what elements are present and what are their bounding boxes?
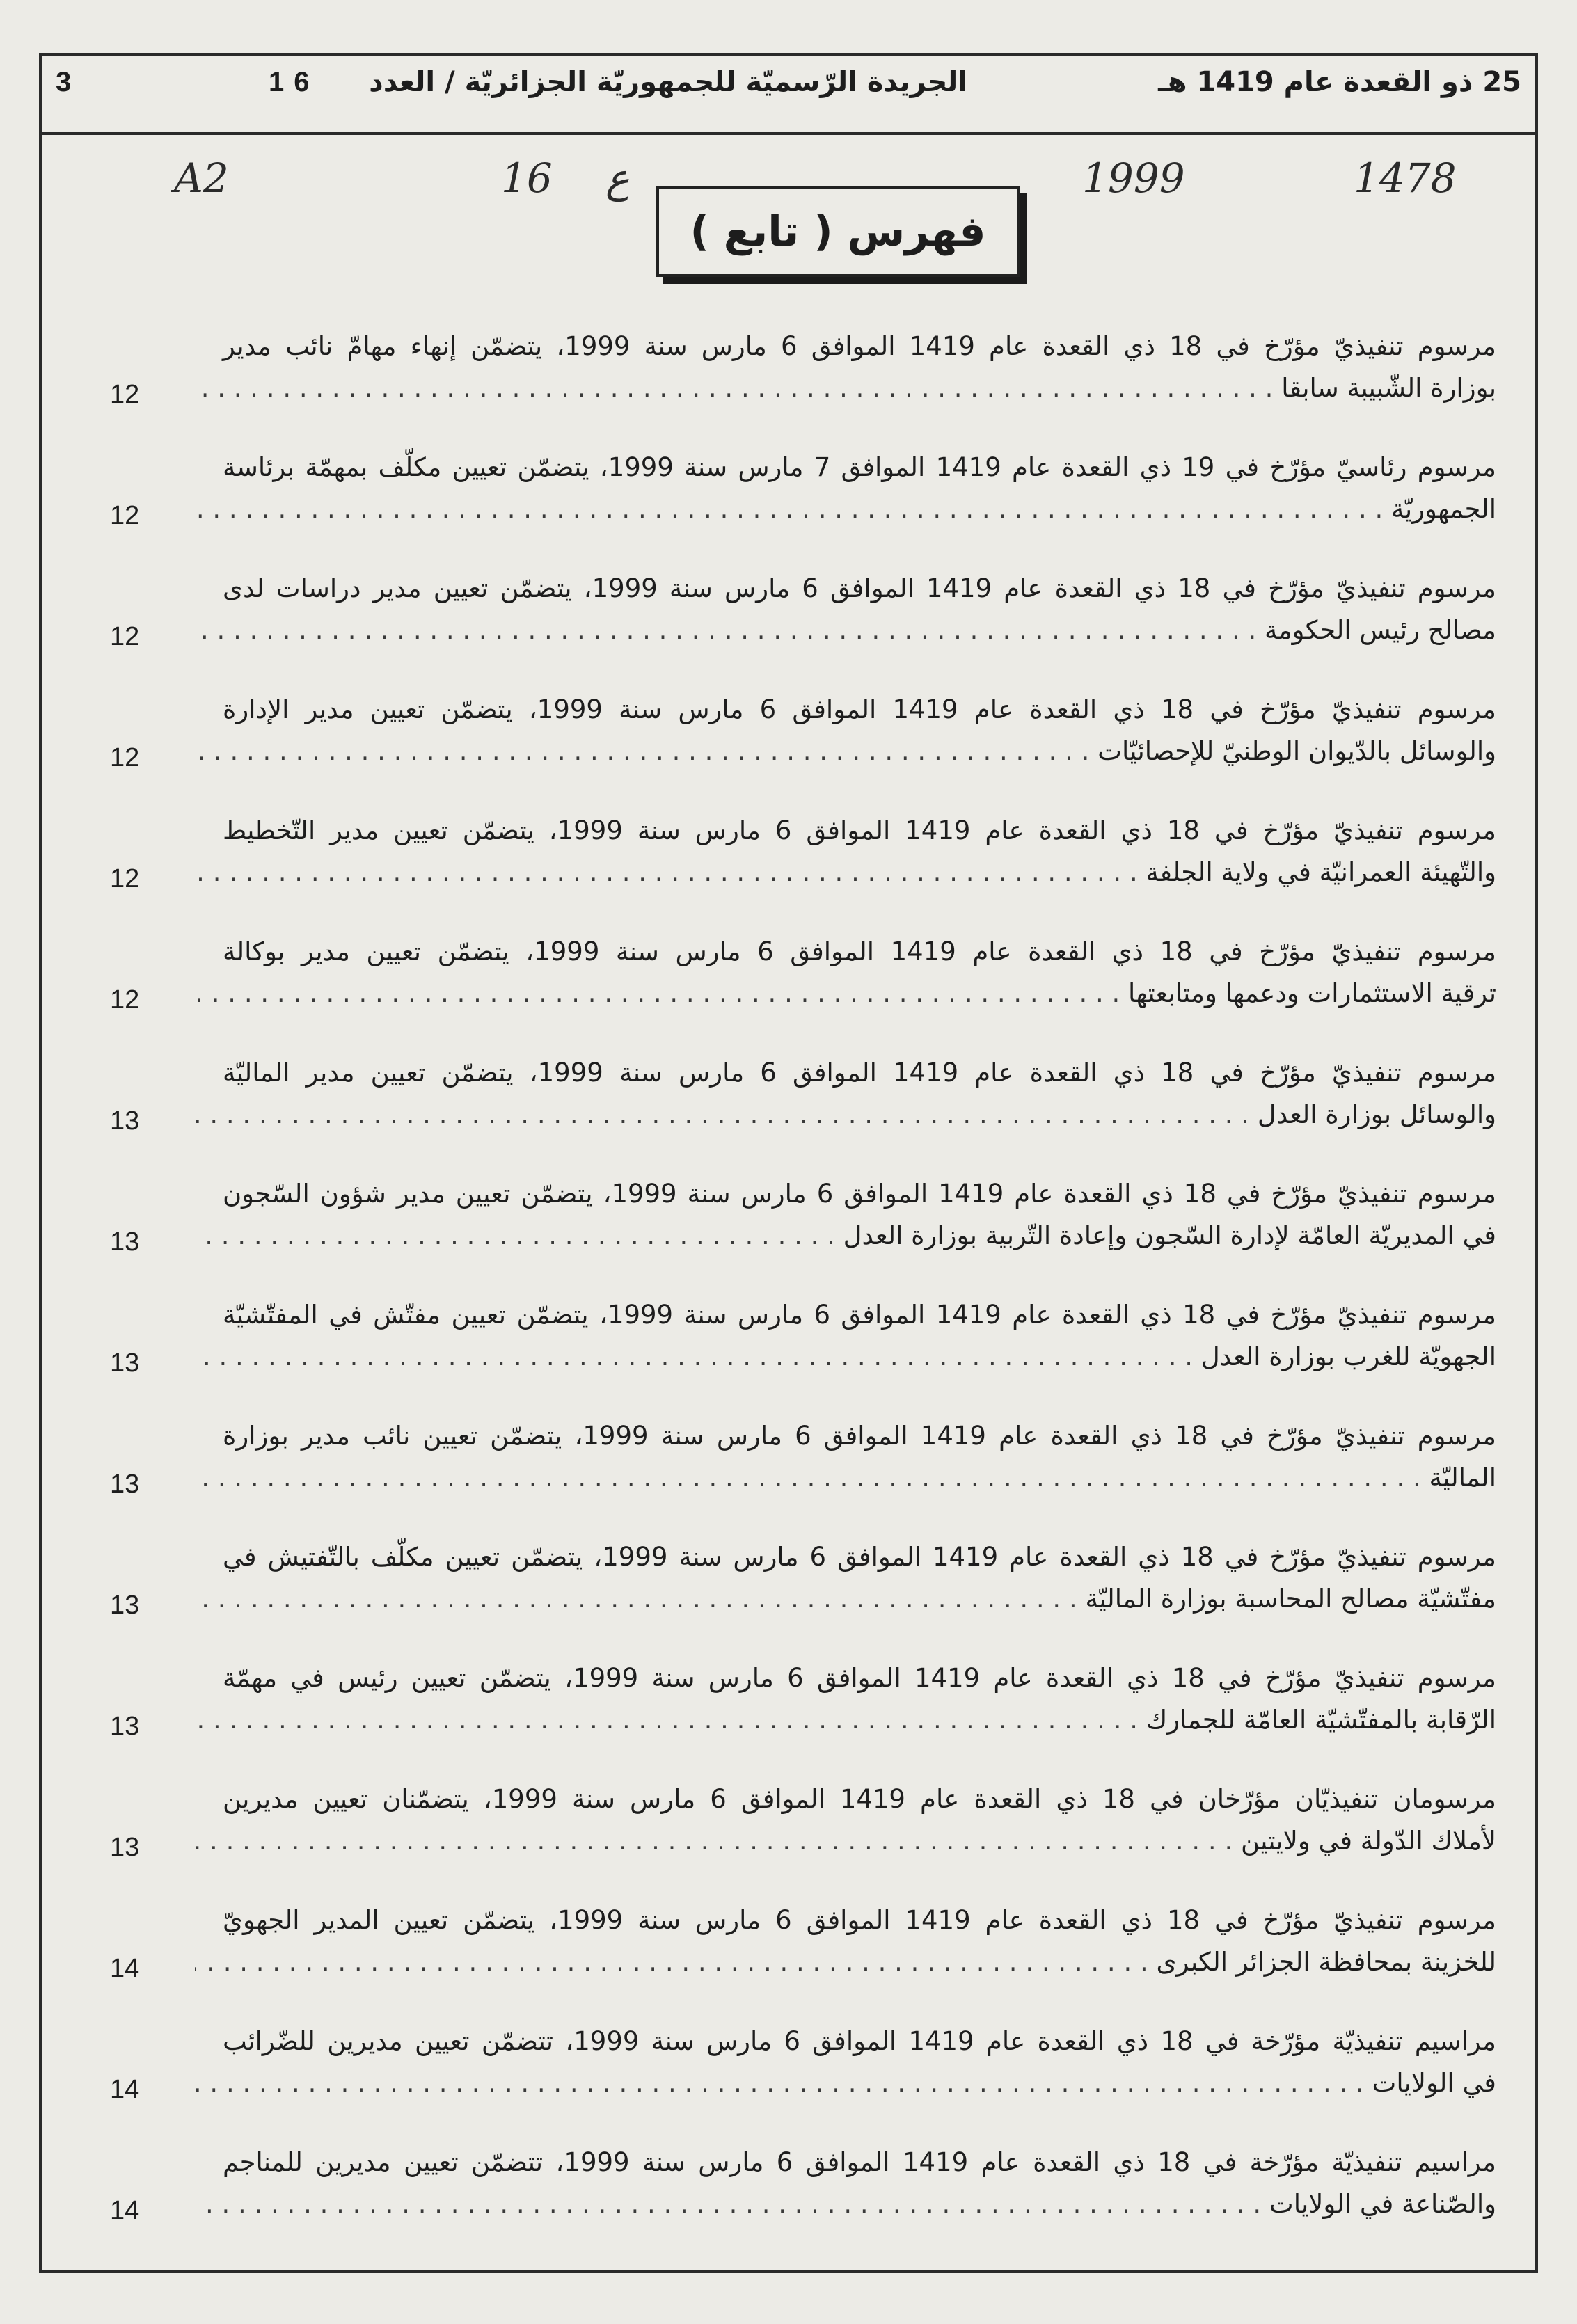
- journal-title: الجريدة الرّسميّة للجمهوريّة الجزائريّة / العدد: [369, 66, 967, 98]
- entry-page-number: 14: [110, 1954, 140, 1983]
- entry-title-continuation: والصّناعة في الولايات . . .: [195, 2188, 1496, 2221]
- entry-title-continuation: الجمهوريّة . . .: [195, 493, 1496, 526]
- index-entry[interactable]: [70, 306, 1496, 427]
- entry-title-line: مرسوم تنفيذيّ مؤرّخ في 18 ذي القعدة عام 1419 الموافق 6 مارس سنة 1999، يتضمّن تعيين مفتّش في المفتّشيّة: [223, 1300, 1496, 1330]
- entry-title-continuation: ترقية الاستثمارات ودعمها ومتابعتها . . .: [195, 977, 1496, 1010]
- entry-page-number: 13: [110, 1227, 140, 1257]
- page-number: 3: [56, 67, 72, 97]
- entry-title-line: مرسوم تنفيذيّ مؤرّخ في 18 ذي القعدة عام 1419 الموافق 6 مارس سنة 1999، يتضمّن إنهاء مهامّ نائب مدير: [223, 331, 1496, 361]
- index-entry[interactable]: [70, 548, 1496, 669]
- index-title: فهرس ( تابع ): [690, 207, 986, 256]
- entry-page-number: 13: [110, 1712, 140, 1741]
- entry-title-continuation: والوسائل بالدّيوان الوطنيّ للإحصائيّات . . .: [195, 735, 1496, 768]
- entry-title-continuation: الجهويّة للغرب بوزارة العدل . . .: [195, 1340, 1496, 1374]
- entry-title-continuation: لأملاك الدّولة في ولايتين . . .: [195, 1824, 1496, 1858]
- entry-title-line: مرسوم تنفيذيّ مؤرّخ في 18 ذي القعدة عام 1419 الموافق 6 مارس سنة 1999، يتضمّن تعيين رئيس في مهمّة: [223, 1663, 1497, 1693]
- index-entry[interactable]: [70, 1396, 1496, 1517]
- entry-page-number: 13: [110, 1106, 140, 1136]
- entry-title-line: مرسوم تنفيذيّ مؤرّخ في 18 ذي القعدة عام 1419 الموافق 6 مارس سنة 1999، يتضمّن تعيين مكلّف بالتّفتيش في: [223, 1542, 1497, 1572]
- page-header: [39, 53, 1538, 135]
- index-entry[interactable]: [70, 1033, 1496, 1154]
- entry-title-continuation: في الولايات . . .: [195, 2067, 1496, 2100]
- entry-title-continuation: في المديريّة العامّة لإدارة السّجون وإعادة التّربية بوزارة العدل . . .: [195, 1219, 1496, 1252]
- entry-title-continuation: الماليّة . . .: [195, 1461, 1496, 1495]
- entry-page-number: 12: [110, 864, 140, 893]
- entry-page-number: 12: [110, 985, 140, 1014]
- index-entry[interactable]: [70, 1154, 1496, 1275]
- index-entry[interactable]: [70, 2001, 1496, 2122]
- index-entry[interactable]: [70, 1759, 1496, 1880]
- index-entry[interactable]: [70, 1638, 1496, 1759]
- handwritten-note: A2: [174, 154, 229, 202]
- entry-title-line: مرسوم تنفيذيّ مؤرّخ في 18 ذي القعدة عام 1419 الموافق 6 مارس سنة 1999، يتضمّن تعيين مدير شؤون السّجون: [223, 1179, 1497, 1209]
- index-entry[interactable]: [70, 912, 1496, 1033]
- index-entry[interactable]: [70, 1517, 1496, 1638]
- entry-page-number: 14: [110, 2196, 140, 2225]
- entry-page-number: 13: [110, 1348, 140, 1378]
- entry-title-line: مرسوم تنفيذيّ مؤرّخ في 18 ذي القعدة عام 1419 الموافق 6 مارس سنة 1999، يتضمّن تعيين مدير الماليّة: [223, 1058, 1497, 1088]
- index-entry[interactable]: [70, 1275, 1496, 1396]
- handwritten-note: 1478: [1354, 154, 1457, 202]
- entry-title-continuation: للخزينة بمحافظة الجزائر الكبرى . . .: [195, 1945, 1496, 1979]
- entry-title-line: مرسوم تنفيذيّ مؤرّخ في 18 ذي القعدة عام 1419 الموافق 6 مارس سنة 1999، يتضمّن تعيين نائب مدير بوزارة: [223, 1421, 1497, 1451]
- entry-title-line: مرسوم تنفيذيّ مؤرّخ في 18 ذي القعدة عام 1419 الموافق 6 مارس سنة 1999، يتضمّن تعيين مدير الإدارة: [223, 694, 1496, 724]
- entry-title-line: مرسوم رئاسيّ مؤرّخ في 19 ذي القعدة عام 1419 الموافق 7 مارس سنة 1999، يتضمّن تعيين مكلّف بمهمّة برئاسة: [223, 452, 1497, 482]
- entry-title-line: مرسوم تنفيذيّ مؤرّخ في 18 ذي القعدة عام 1419 الموافق 6 مارس سنة 1999، يتضمّن تعيين مدير دراسات لدى: [223, 573, 1496, 603]
- index-entry[interactable]: [70, 2122, 1496, 2243]
- entry-page-number: 12: [110, 622, 140, 651]
- index-entries: [70, 306, 1496, 2243]
- entry-title-line: مرسوم تنفيذيّ مؤرّخ في 18 ذي القعدة عام 1419 الموافق 6 مارس سنة 1999، يتضمّن تعيين المدير الجهويّ: [223, 1905, 1496, 1935]
- entry-title-line: مرسوم تنفيذيّ مؤرّخ في 18 ذي القعدة عام 1419 الموافق 6 مارس سنة 1999، يتضمّن تعيين مدير بوكالة: [223, 937, 1496, 966]
- entry-title-continuation: مصالح رئيس الحكومة . . .: [195, 614, 1496, 647]
- entry-title-continuation: بوزارة الشّبيبة سابقا . . .: [195, 372, 1496, 405]
- index-entry[interactable]: [70, 790, 1496, 912]
- index-entry[interactable]: [70, 427, 1496, 548]
- entry-title-line: مراسيم تنفيذيّة مؤرّخة في 18 ذي القعدة عام 1419 الموافق 6 مارس سنة 1999، تتضمّن تعيين مديرين للضّرائب: [223, 2026, 1496, 2056]
- handwritten-note: 16: [501, 154, 553, 202]
- entry-page-number: 12: [110, 380, 140, 409]
- entry-page-number: 13: [110, 1591, 140, 1620]
- entry-page-number: 14: [110, 2075, 140, 2104]
- index-title-box: [656, 186, 1020, 277]
- entry-page-number: 12: [110, 743, 140, 772]
- entry-title-line: مرسومان تنفيذيّان مؤرّخان في 18 ذي القعدة عام 1419 الموافق 6 مارس سنة 1999، يتضمّنان تعيين مديرين: [223, 1784, 1496, 1814]
- entry-title-continuation: والوسائل بوزارة العدل . . .: [195, 1098, 1496, 1131]
- header-date: 25 ذو القعدة عام 1419 هـ: [1158, 66, 1521, 98]
- entry-title-continuation: مفتّشيّة مصالح المحاسبة بوزارة الماليّة . . .: [195, 1582, 1496, 1616]
- handwritten-note: 1999: [1082, 154, 1185, 202]
- entry-title-line: مراسيم تنفيذيّة مؤرّخة في 18 ذي القعدة عام 1419 الموافق 6 مارس سنة 1999، تتضمّن تعيين مديرين للمناجم: [223, 2147, 1496, 2177]
- issue-number: 16: [269, 67, 319, 97]
- index-entry[interactable]: [70, 1880, 1496, 2001]
- entry-title-line: مرسوم تنفيذيّ مؤرّخ في 18 ذي القعدة عام 1419 الموافق 6 مارس سنة 1999، يتضمّن تعيين مدير التّخطيط: [223, 815, 1496, 845]
- entry-page-number: 13: [110, 1470, 140, 1499]
- index-entry[interactable]: [70, 669, 1496, 790]
- entry-title-continuation: الرّقابة بالمفتّشيّة العامّة للجمارك . . .: [195, 1703, 1496, 1737]
- entry-page-number: 12: [110, 501, 140, 530]
- handwritten-note: ع: [605, 154, 630, 202]
- entry-title-continuation: والتّهيئة العمرانيّة في ولاية الجلفة . . .: [195, 856, 1496, 889]
- entry-page-number: 13: [110, 1833, 140, 1862]
